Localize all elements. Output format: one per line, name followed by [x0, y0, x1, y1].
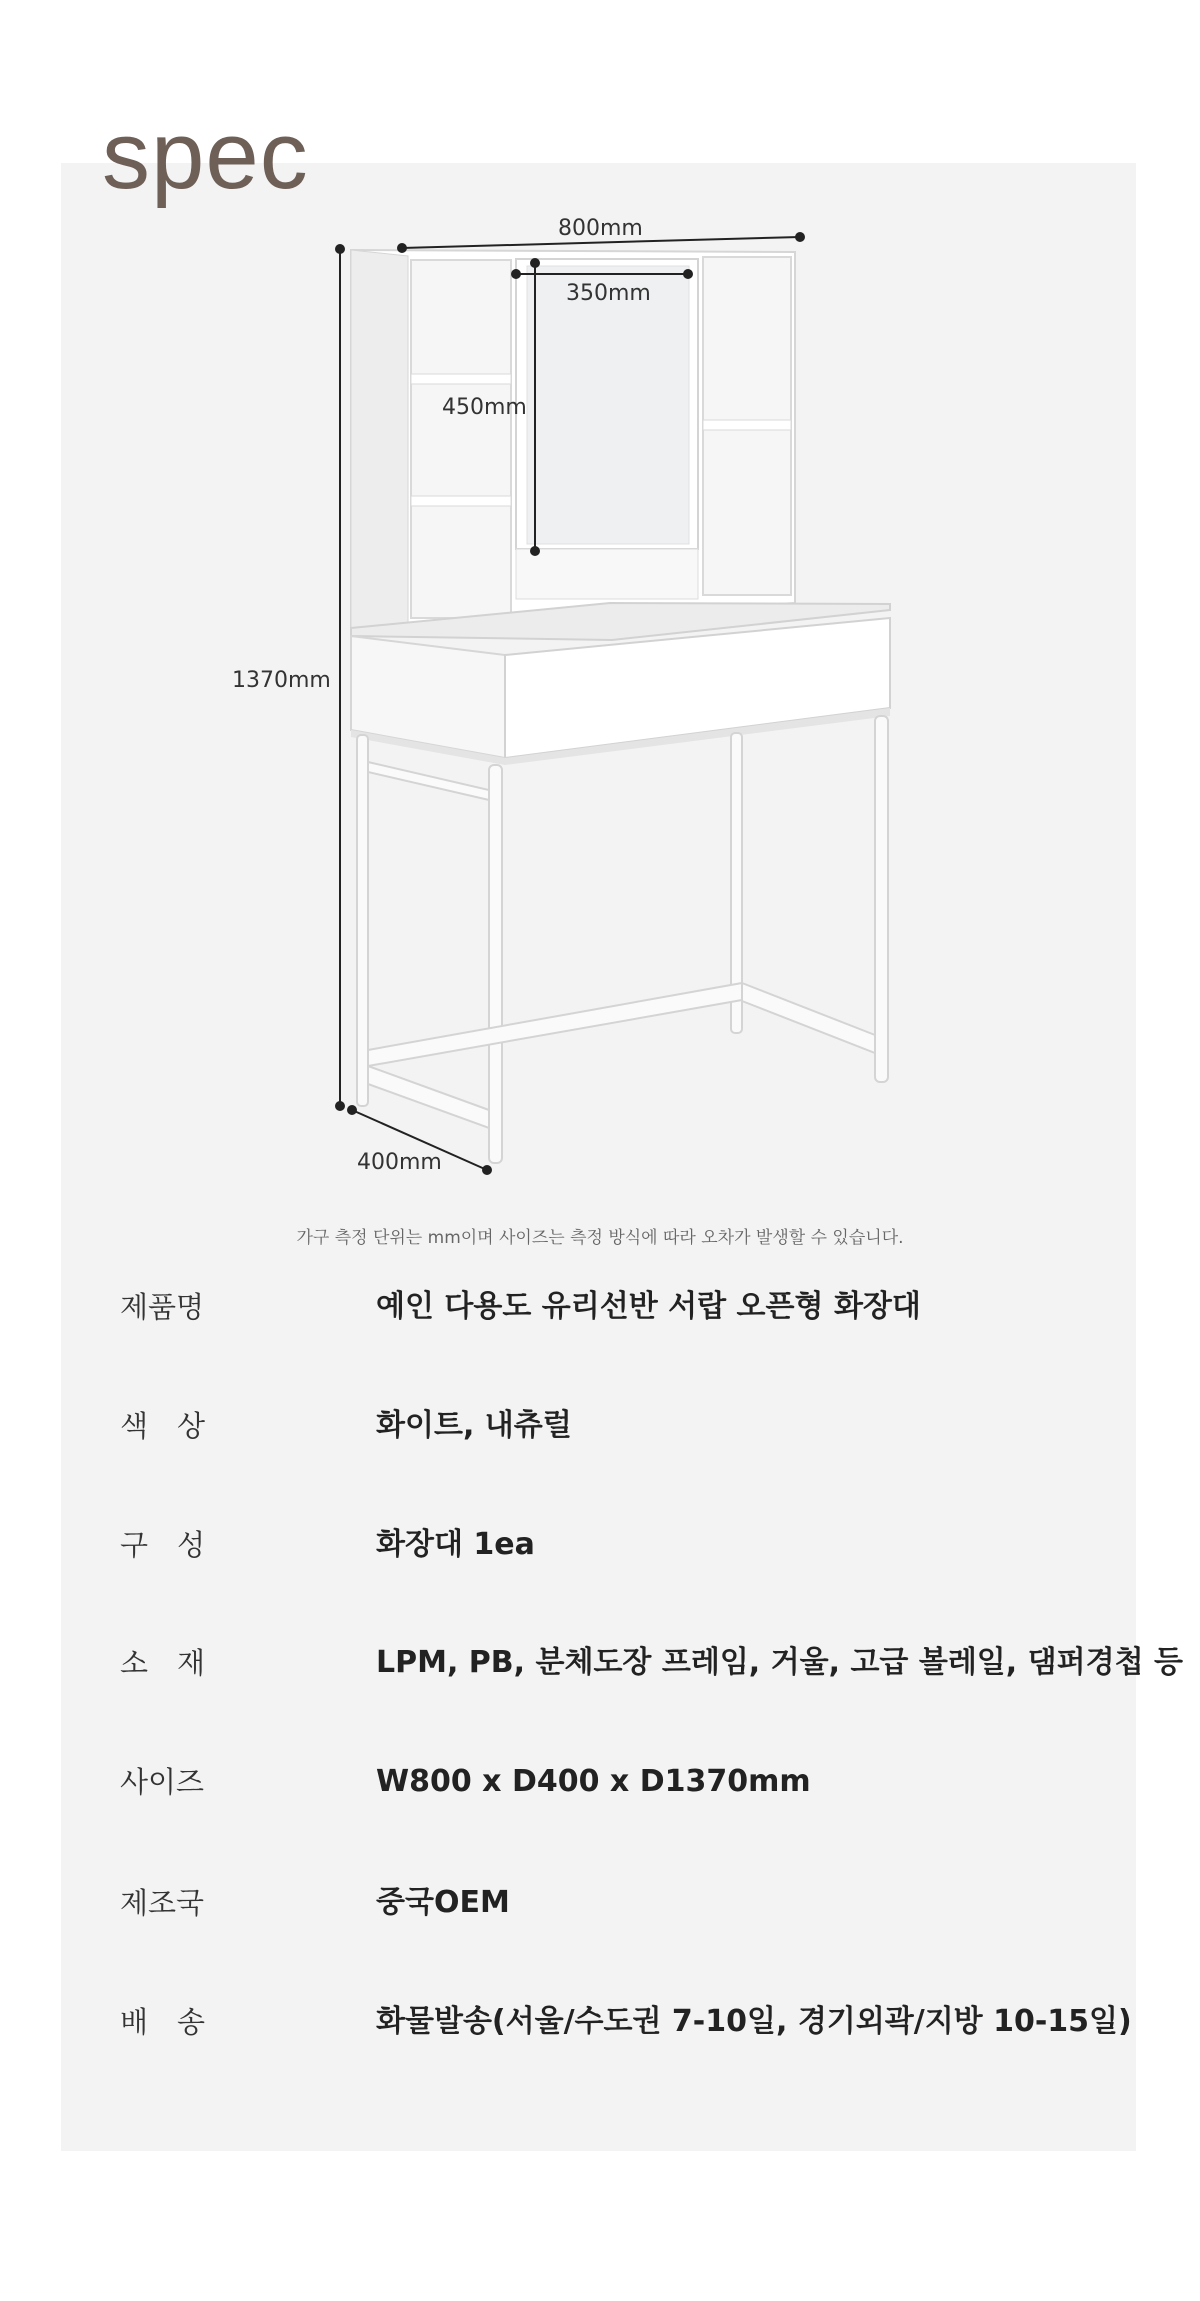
spec-row-delivery [0, 1997, 1200, 2047]
mirror [527, 266, 689, 544]
spec-value: 중국OEM [376, 1885, 510, 1920]
dimension-width-label: 800mm [558, 216, 643, 241]
spec-value: LPM, PB, 분체도장 프레임, 거울, 고급 볼레일, 댐퍼경첩 등 [376, 1645, 1183, 1680]
spec-value: 화물발송(서울/수도권 7-10일, 경기외곽/지방 10-15일) [376, 2004, 1132, 2039]
spec-row-size [0, 1757, 1200, 1807]
spec-label: 제조국 [120, 1886, 205, 1920]
dimension-mirror-height-label: 450mm [442, 395, 527, 420]
spec-row-composition [0, 1520, 1200, 1570]
spec-heading: spec [102, 102, 309, 209]
spec-value: 화이트, 내츄럴 [376, 1408, 572, 1443]
measurement-note: 가구 측정 단위는 mm이며 사이즈는 측정 방식에 따라 오차가 발생할 수 있습니다. [296, 1228, 904, 1248]
vanity-desk [351, 603, 890, 765]
spec-label: 색 상 [120, 1409, 206, 1443]
spec-row-material [0, 1638, 1200, 1688]
spec-label: 사이즈 [120, 1765, 205, 1799]
spec-row-color [0, 1401, 1200, 1451]
dimension-depth-label: 400mm [357, 1150, 442, 1175]
spec-value: 화장대 1ea [376, 1527, 535, 1562]
vanity-hutch [351, 250, 795, 628]
spec-label: 배 송 [120, 2005, 206, 2039]
spec-label: 제품명 [120, 1290, 205, 1324]
spec-value: 예인 다용도 유리선반 서랍 오픈형 화장대 [376, 1289, 921, 1324]
spec-row-origin [0, 1878, 1200, 1928]
spec-label: 소 재 [120, 1646, 206, 1680]
dimension-mirror-width-label: 350mm [566, 281, 651, 306]
spec-value: W800 x D400 x D1370mm [376, 1764, 811, 1799]
dimension-height-label: 1370mm [232, 668, 331, 693]
spec-label: 구 성 [120, 1528, 206, 1562]
vanity-frame [357, 716, 888, 1163]
spec-row-product-name [0, 1282, 1200, 1332]
